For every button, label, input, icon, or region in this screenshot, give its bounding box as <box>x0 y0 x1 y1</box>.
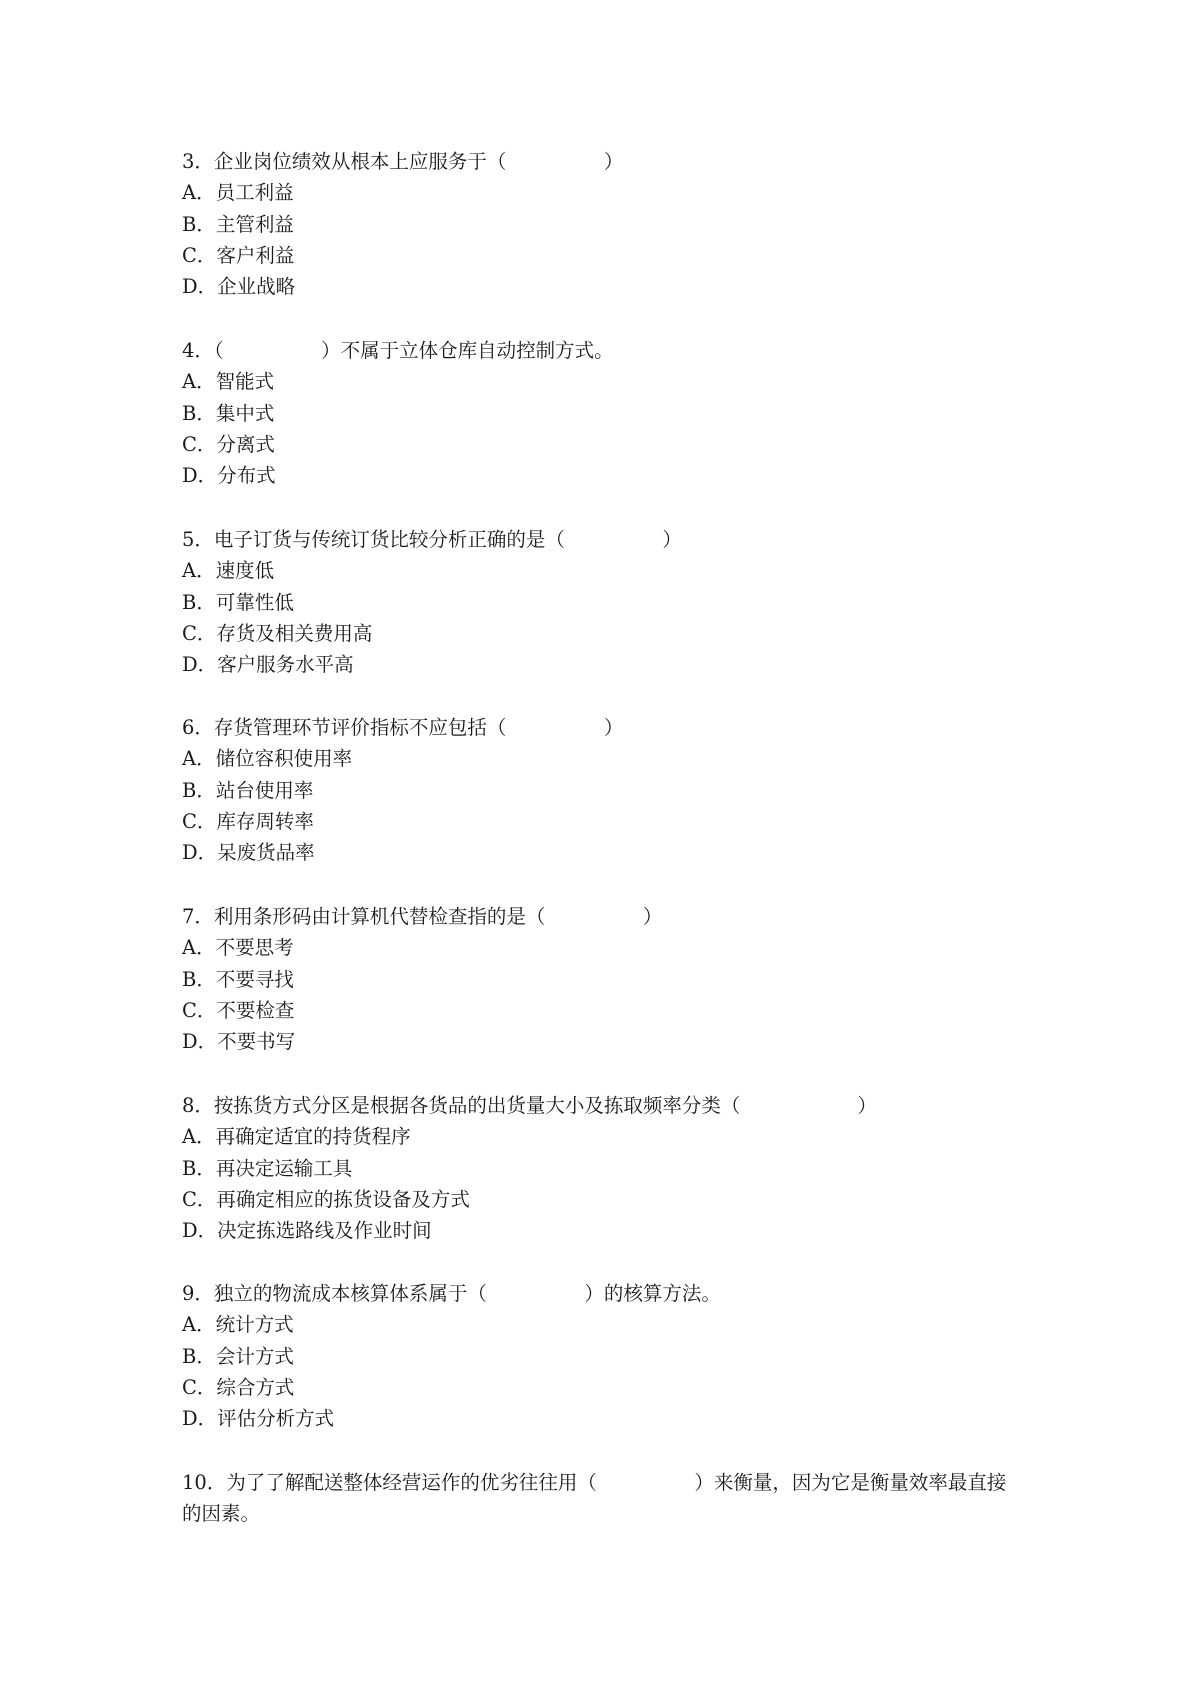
option-d: D．呆废货品率 <box>182 841 315 865</box>
question-stem: 7．利用条形码由计算机代替检查指的是（ ） <box>182 905 663 928</box>
question-5 <box>182 524 1042 680</box>
option-c: C．再确定相应的拣货设备及方式 <box>182 1187 470 1211</box>
question-stem: 8．按拣货方式分区是根据各货品的出货量大小及拣取频率分类（ ） <box>182 1094 877 1117</box>
option-c: C．客户利益 <box>182 243 295 267</box>
question-stem: 9．独立的物流成本核算体系属于（ ）的核算方法。 <box>182 1282 721 1305</box>
question-stem: 3．企业岗位绩效从根本上应服务于（ ） <box>182 150 624 173</box>
question-3 <box>182 146 1042 302</box>
question-4 <box>182 335 1042 491</box>
option-d: D．分布式 <box>182 464 276 488</box>
option-d: D．决定拣选路线及作业时间 <box>182 1219 432 1243</box>
option-c: C．综合方式 <box>182 1375 295 1399</box>
question-stem: 5．电子订货与传统订货比较分析正确的是（ ） <box>182 528 682 551</box>
option-a: A．储位容积使用率 <box>182 747 353 771</box>
question-9 <box>182 1278 1042 1434</box>
question-10 <box>182 1467 1022 1530</box>
question-stem: 10．为了了解配送整体经营运作的优劣往往用（ ）来衡量，因为它是衡量效率最直接的因素。 <box>182 1471 1007 1526</box>
question-stem: 4．（ ）不属于立体仓库自动控制方式。 <box>182 339 614 362</box>
option-a: A．再确定适宜的持货程序 <box>182 1125 411 1149</box>
question-6 <box>182 712 1042 868</box>
option-a: A．速度低 <box>182 559 275 583</box>
option-d: D．客户服务水平高 <box>182 653 354 677</box>
option-b: B．会计方式 <box>182 1344 294 1368</box>
option-b: B．站台使用率 <box>182 778 314 802</box>
question-7 <box>182 901 1042 1057</box>
option-d: D．评估分析方式 <box>182 1407 335 1431</box>
question-8 <box>182 1090 1042 1246</box>
option-a: A．智能式 <box>182 370 275 394</box>
option-c: C．不要检查 <box>182 998 295 1022</box>
option-a: A．员工利益 <box>182 181 294 205</box>
option-c: C．分离式 <box>182 432 275 456</box>
option-b: B．不要寻找 <box>182 967 294 991</box>
option-b: B．可靠性低 <box>182 590 294 614</box>
option-d: D．不要书写 <box>182 1030 296 1054</box>
question-stem: 6．存货管理环节评价指标不应包括（ ） <box>182 716 624 739</box>
option-c: C．库存周转率 <box>182 809 314 833</box>
option-b: B．再决定运输工具 <box>182 1156 353 1180</box>
option-a: A．统计方式 <box>182 1313 294 1337</box>
option-b: B．集中式 <box>182 401 275 425</box>
option-a: A．不要思考 <box>182 936 294 960</box>
option-b: B．主管利益 <box>182 212 294 236</box>
option-d: D．企业战略 <box>182 275 296 299</box>
option-c: C．存货及相关费用高 <box>182 621 373 645</box>
